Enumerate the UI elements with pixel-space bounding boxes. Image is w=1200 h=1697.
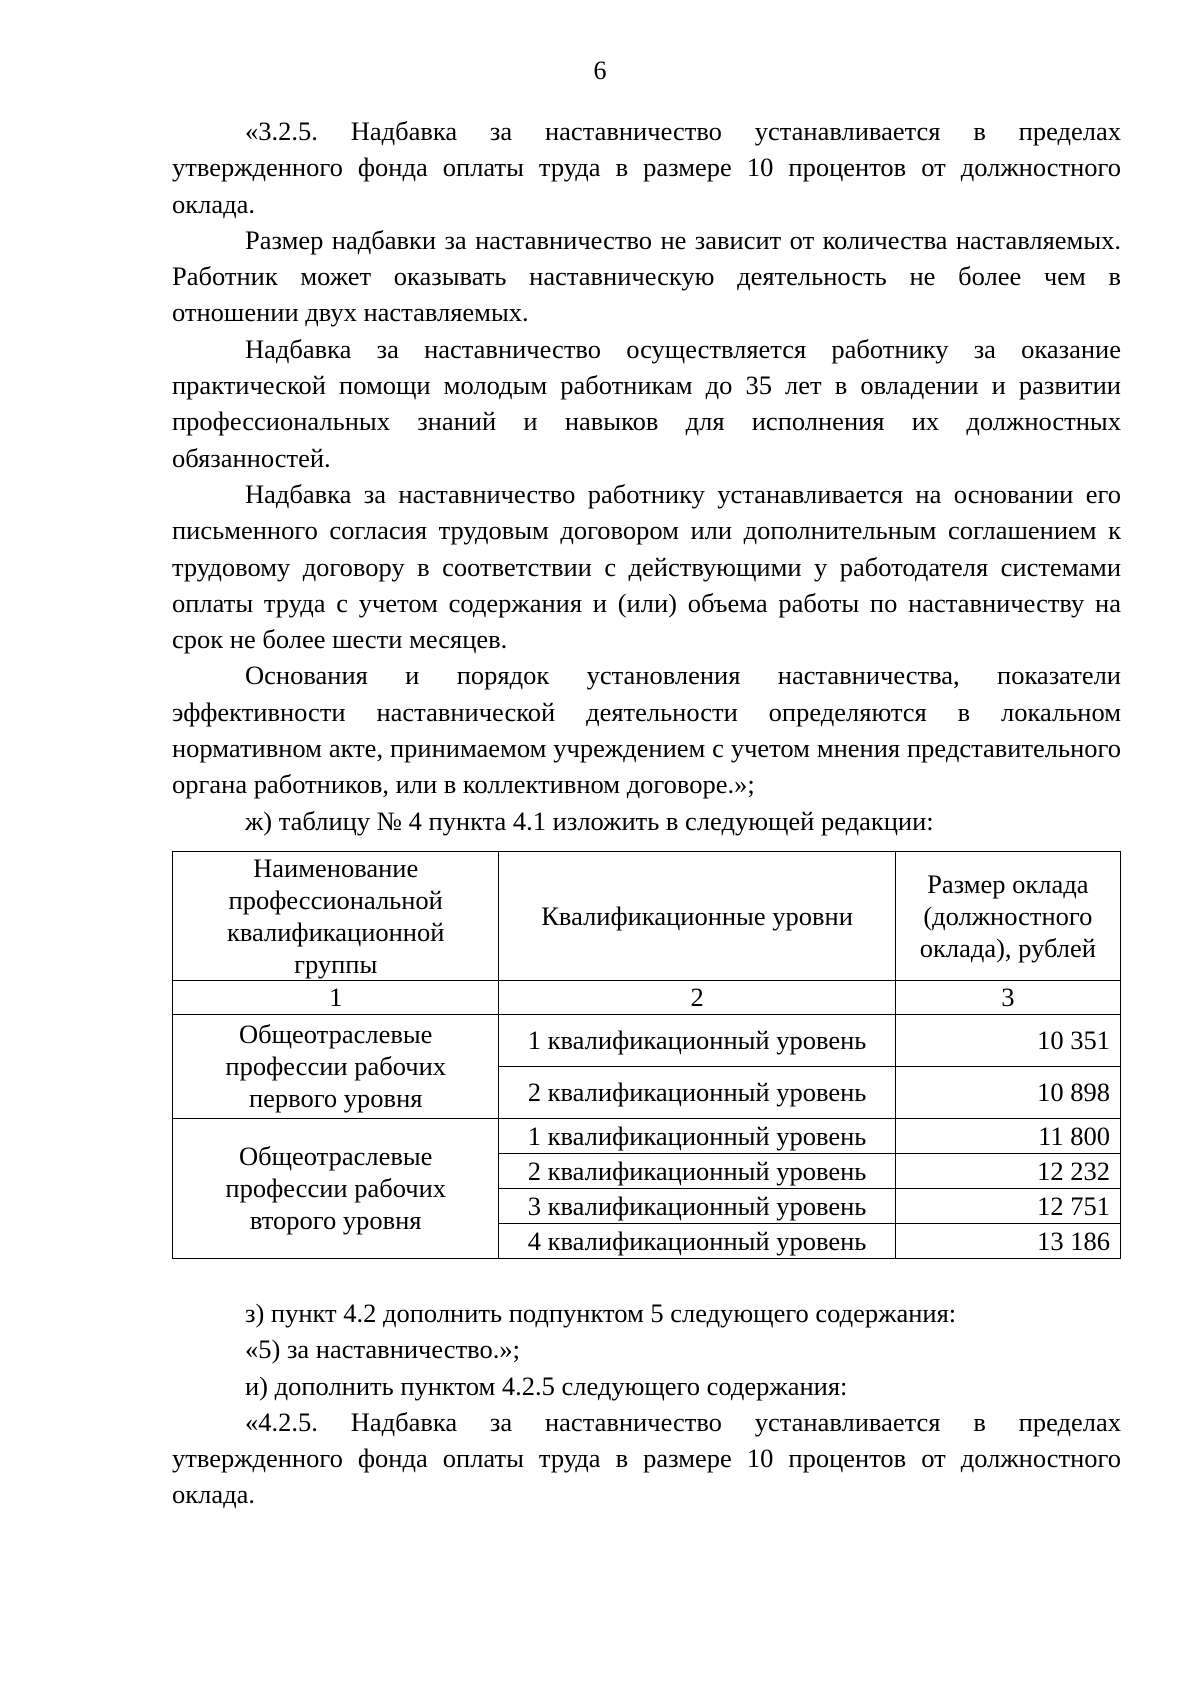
paragraph-subpoint-5: «5) за наставничество.»; [245, 1334, 520, 1365]
group-name-cell: Общеотраслевые профессии рабочих второго уровня [173, 1118, 499, 1258]
paragraph-3-2-5: «3.2.5. Надбавка за наставничество устанавливается в пределах утвержденного фонда оплаты труда в размере 10 процентов от должностного оклада. [172, 116, 1121, 219]
salary-cell: 12 232 [895, 1153, 1120, 1188]
salary-cell: 11 800 [895, 1118, 1120, 1153]
group-name-cell: Общеотраслевые профессии рабочих первого уровня [173, 1014, 499, 1118]
table-row [173, 1118, 1121, 1153]
level-cell: 3 квалификационный уровень [499, 1188, 895, 1223]
table-column-numbers-row [173, 980, 1121, 1014]
paragraph-mentoring-establishment: Надбавка за наставничество работнику устанавливается на основании его письменного согласия трудовым договором или дополнительным соглашением к трудовому договору в соответствии с действующими у работодателя системами оплаты труда с учетом содержания и (или) объема работы по наставничеству на срок не более шести месяцев. [172, 478, 1121, 655]
salary-cell: 13 186 [895, 1223, 1120, 1258]
paragraph-4-2-5-intro: и) дополнить пунктом 4.2.5 следующего содержания: [245, 1370, 848, 1401]
column-number: 2 [499, 980, 895, 1014]
salary-cell: 10 898 [895, 1066, 1120, 1118]
paragraph-mentoring-purpose: Надбавка за наставничество осуществляется работнику за оказание практической помощи молодым работникам до 35 лет в овладении и развитии профессиональных знаний и навыков для исполнения их должностных обязанностей. [172, 333, 1121, 473]
level-cell: 4 квалификационный уровень [499, 1223, 895, 1258]
salary-cell: 12 751 [895, 1188, 1120, 1223]
column-number: 3 [895, 980, 1120, 1014]
header-group-name: Наименование профессиональной квалификационной группы [173, 851, 499, 980]
table-header-row [173, 851, 1121, 980]
paragraph-4-2-amend: з) пункт 4.2 дополнить подпунктом 5 следующего содержания: [245, 1297, 957, 1328]
level-cell: 1 квалификационный уровень [499, 1014, 895, 1066]
paragraph-mentoring-size: Размер надбавки за наставничество не зависит от количества наставляемых. Работник может оказывать наставническую деятельность не более чем в отношении двух наставляемых. [172, 224, 1121, 328]
paragraph-mentoring-grounds: Основания и порядок установления наставничества, показатели эффективности наставнической деятельности определяются в локальном нормативном акте, принимаемом учреждением с учетом мнения представительного органа работников, или в коллективном договоре.»; [172, 660, 1121, 800]
header-levels: Квалификационные уровни [499, 851, 895, 980]
paragraph-4-2-5: «4.2.5. Надбавка за наставничество устанавливается в пределах утвержденного фонда оплаты труда в размере 10 процентов от должностного оклада. [172, 1406, 1121, 1510]
level-cell: 2 квалификационный уровень [499, 1066, 895, 1118]
table-row [173, 1014, 1121, 1066]
column-number: 1 [173, 980, 499, 1014]
header-salary: Размер оклада (должностного оклада), рублей [895, 851, 1120, 980]
salary-cell: 10 351 [895, 1014, 1120, 1066]
document-body [172, 113, 1121, 1513]
page-number: 6 [593, 56, 607, 85]
level-cell: 2 квалификационный уровень [499, 1153, 895, 1188]
level-cell: 1 квалификационный уровень [499, 1118, 895, 1153]
salary-table [172, 851, 1121, 1259]
paragraph-table-intro: ж) таблицу № 4 пункта 4.1 изложить в следующей редакции: [245, 805, 934, 836]
